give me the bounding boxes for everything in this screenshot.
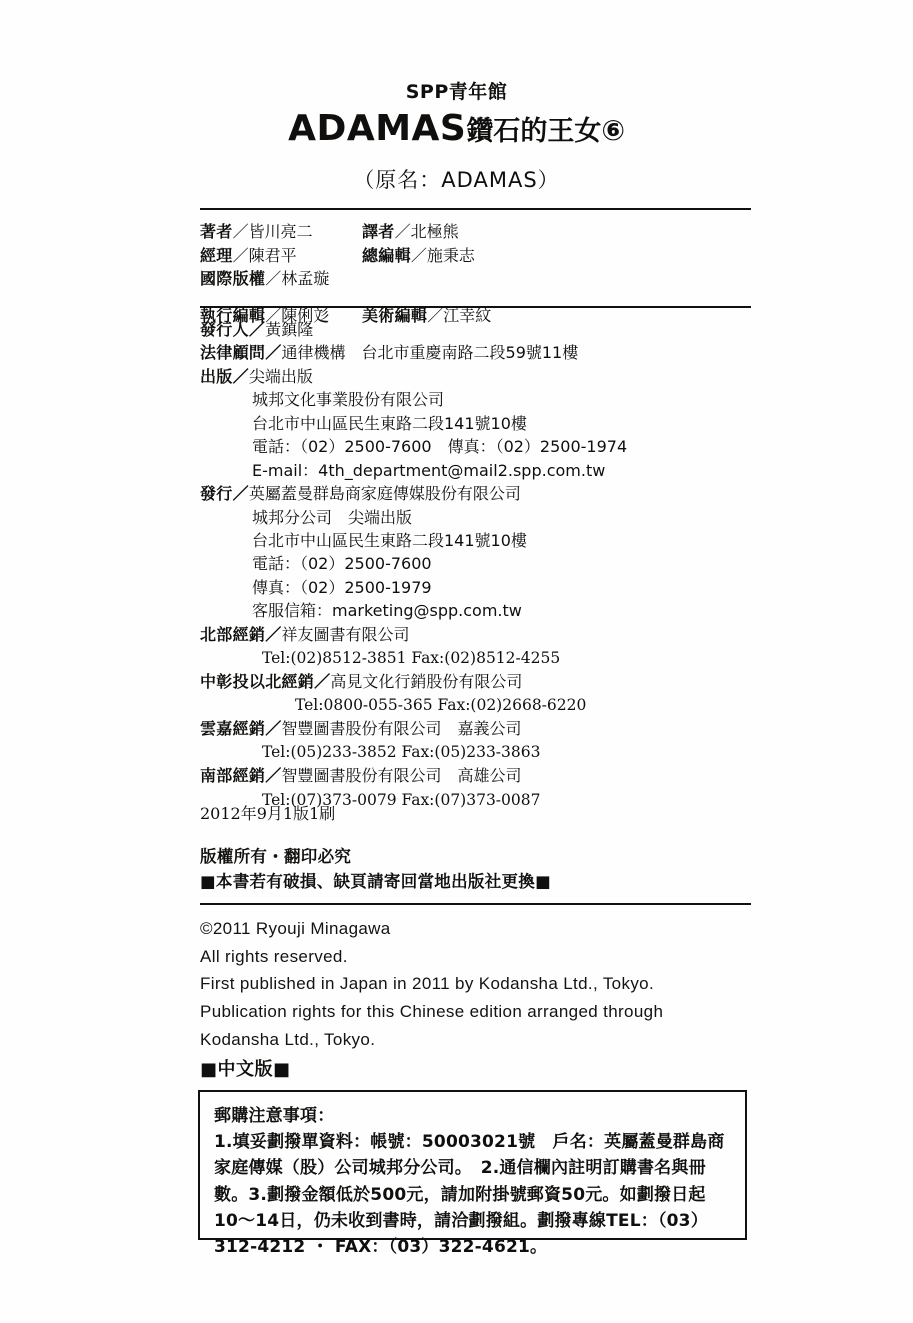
credit-right (362, 220, 459, 244)
print-date: 2012年9月1版1刷 (200, 804, 336, 823)
credit-separator: ／ (265, 269, 282, 289)
publisher-line-detail (200, 435, 760, 458)
mail-order-notice-box (198, 1090, 747, 1257)
publisher-line-label: 發行／ (200, 484, 249, 504)
publisher-line-labeled (200, 764, 760, 787)
mail-order-line: 312-4212 ・ FAX：（03）322-4621。 (214, 1236, 548, 1257)
publisher-line-label: 發行人／ (200, 320, 266, 339)
credit-role-label: 著者 (200, 222, 233, 241)
credit-right (362, 244, 475, 268)
publisher-line-label: 出版／ (200, 366, 249, 386)
credit-role-label: 譯者 (362, 222, 395, 241)
page-title (0, 107, 913, 149)
publisher-line-text: E-mail：4th_department@mail2.spp.com.tw (252, 460, 606, 480)
publisher-line-text: 城邦文化事業股份有限公司 (252, 390, 445, 410)
publisher-line-detail (200, 529, 760, 552)
divider-bottom (200, 903, 751, 905)
credit-person-name: 皆川亮二 (248, 222, 313, 241)
english-copyright-line: All rights reserved. (200, 946, 348, 966)
title-latin: ADAMAS (288, 107, 467, 149)
english-copyright-block (200, 915, 760, 1054)
credit-person-name: 江幸紋 (443, 305, 492, 325)
credit-separator: ／ (232, 222, 249, 241)
credit-row (200, 244, 751, 268)
publisher-line-text: Tel:(05)233-3852 Fax:(05)233-3863 (262, 743, 541, 762)
credit-row (200, 220, 751, 244)
publisher-line-text: Tel:(07)373-0079 Fax:(07)373-0087 (262, 790, 541, 809)
publisher-line-detail (200, 576, 760, 599)
publisher-line-detail (200, 740, 760, 764)
publisher-line-detail (200, 388, 760, 411)
publisher-line-detail (200, 552, 760, 575)
credit-separator: ／ (427, 305, 444, 325)
publisher-line-text: 城邦分公司 尖端出版 (252, 507, 413, 527)
publisher-line-labeled (200, 482, 760, 505)
publisher-line-text: 高見文化行銷股份有限公司 (330, 671, 523, 691)
publisher-line-detail (200, 599, 760, 622)
credit-separator: ／ (394, 222, 411, 241)
credit-role-label: 美術編輯 (362, 305, 428, 325)
credit-separator: ／ (265, 305, 282, 325)
credit-role-label: 經理 (200, 245, 233, 265)
credit-role-label: 執行編輯 (200, 305, 266, 325)
credit-left (200, 220, 362, 244)
publisher-line-label: 雲嘉經銷／ (200, 718, 282, 738)
credit-row-spacer (200, 291, 751, 304)
publisher-block (200, 318, 760, 811)
mail-order-line: 1.填妥劃撥單資料：帳號：50003021號 戶名：英屬蓋曼群島商 (214, 1132, 725, 1153)
credit-person-name: 陳俐彣 (281, 305, 330, 325)
publisher-line-labeled (200, 341, 760, 364)
english-copyright-line: Publication rights for this Chinese edition arranged through (200, 1002, 664, 1022)
credit-role-label: 總編輯 (362, 245, 411, 265)
imprint-label: SPP青年館 (405, 81, 508, 103)
publisher-line-label: 中彰投以北經銷／ (200, 671, 331, 691)
english-copyright-line: First published in Japan in 2011 by Kodansha Ltd., Tokyo. (200, 974, 655, 994)
publisher-line-text: 尖端出版 (248, 366, 313, 386)
copyright-notice (200, 845, 551, 895)
publisher-line-text: 電話：（02）2500-7600 (252, 554, 432, 574)
publisher-line-detail (200, 506, 760, 529)
publisher-line-text: 台北市中山區民生東路二段141號10樓 (252, 530, 527, 550)
publisher-line-label: 南部經銷／ (200, 766, 282, 786)
original-title: （原名：ADAMAS） (353, 167, 560, 192)
credit-left (200, 244, 362, 268)
publisher-line-text: 黃鎮隆 (265, 320, 314, 339)
title-chinese: 鑽石的王女 (466, 115, 602, 147)
publisher-line-detail (200, 412, 760, 435)
mail-order-line: 郵購注意事項： (214, 1106, 335, 1126)
publisher-line-labeled (200, 365, 760, 388)
publisher-line-label: 法律顧問／ (200, 343, 282, 363)
credit-role-label: 國際版權 (200, 269, 266, 289)
publisher-line-labeled (200, 670, 760, 693)
credit-person-name: 林孟璇 (281, 269, 330, 289)
publisher-line-label: 北部經銷／ (200, 624, 282, 644)
publisher-line-text: 電話：（02）2500-7600 傳真：（02）2500-1974 (252, 437, 628, 457)
publisher-line-text: 客服信箱：marketing@spp.com.tw (252, 601, 522, 621)
credit-person-name: 陳君平 (248, 245, 297, 265)
volume-number: ⑥ (601, 113, 625, 147)
publisher-line-text: 英屬蓋曼群島商家庭傳媒股份有限公司 (248, 484, 521, 504)
publisher-line-labeled (200, 318, 760, 341)
mail-order-line: 家庭傳媒（股）公司城邦分公司。 2.通信欄內註明訂購書名與冊 (214, 1158, 706, 1179)
english-copyright-line: ©2011 Ryouji Minagawa (200, 919, 391, 938)
publisher-line-labeled (200, 717, 760, 740)
publisher-line-text: 祥友圖書有限公司 (281, 624, 410, 644)
credits-block (200, 220, 751, 327)
credit-row (200, 267, 751, 291)
credit-separator: ／ (232, 245, 249, 265)
publisher-line-detail (200, 646, 760, 670)
mail-order-line: 10～14日，仍未收到書時，請洽劃撥組。劃撥專線TEL：（03） (214, 1210, 708, 1231)
damaged-book-line: ■本書若有破損、缺頁請寄回當地出版社更換■ (200, 871, 551, 891)
credit-left (200, 267, 362, 291)
publisher-line-text: 傳真：（02）2500-1979 (252, 577, 432, 597)
chinese-edition-marker: ■中文版■ (200, 1059, 291, 1080)
page-header (0, 82, 913, 194)
credit-person-name: 北極熊 (410, 222, 459, 241)
divider-top (200, 208, 751, 210)
credit-person-name: 施秉志 (426, 245, 475, 265)
publisher-line-detail (200, 693, 760, 717)
publisher-line-text: Tel:(02)8512-3851 Fax:(02)8512-4255 (262, 649, 561, 668)
publisher-line-detail (200, 459, 760, 482)
mail-order-line: 數。3.劃撥金額低於500元，請加附掛號郵資50元。如劃撥日起 (214, 1184, 706, 1205)
english-copyright-line: Kodansha Ltd., Tokyo. (200, 1029, 376, 1049)
publisher-line-text: 台北市中山區民生東路二段141號10樓 (252, 413, 527, 433)
publisher-line-text: 智豐圖書股份有限公司 高雄公司 (281, 766, 522, 786)
credit-separator: ／ (410, 245, 427, 265)
mail-order-text (200, 1092, 745, 1260)
publisher-line-text: 智豐圖書股份有限公司 嘉義公司 (281, 718, 522, 738)
rights-reserved-line: 版權所有・翻印必究 (200, 847, 352, 866)
publisher-line-text: 通律機構 台北市重慶南路二段59號11樓 (281, 343, 579, 363)
publisher-line-text: Tel:0800-055-365 Fax:(02)2668-6220 (295, 696, 587, 715)
publisher-line-labeled (200, 623, 760, 646)
